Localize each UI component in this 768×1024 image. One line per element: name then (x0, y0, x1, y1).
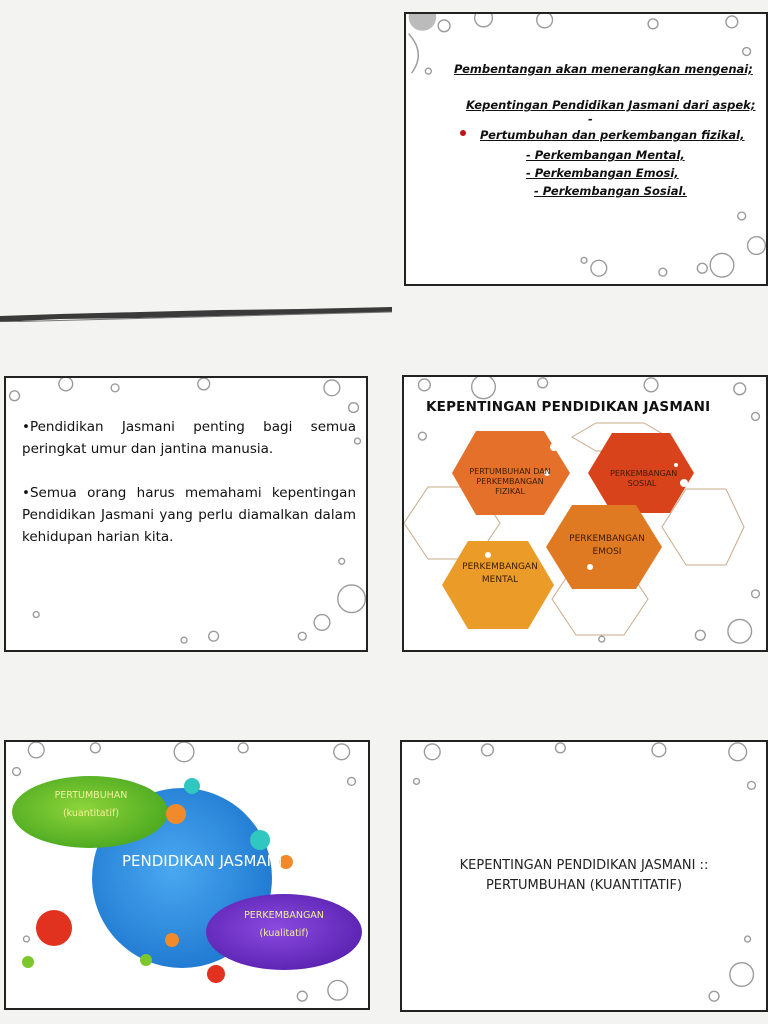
hex-label-fizikal: PERTUMBUHAN DAN PERKEMBANGAN FIZIKAL (469, 467, 551, 496)
center-label: PENDIDIKAN JASMANI (122, 852, 283, 870)
slide-overview (404, 12, 768, 286)
slide-importance-text (4, 376, 368, 652)
hex-label-sosial: PERKEMBANGAN SOSIAL (610, 469, 678, 488)
slide5-line1: KEPENTINGAN PENDIDIKAN JASMANI :: (459, 858, 709, 873)
pertumbuhan-sub-label: (kuantitatif) (62, 808, 120, 819)
slide2-paragraph-1: •Pendidikan Jasmani penting bagi semua peringkat umur dan jantina manusia. (22, 419, 356, 457)
slide1-item-emosi: - Perkembangan Emosi, (526, 166, 679, 180)
slide1-heading: Kepentingan Pendidikan Jasmani dari aspek; (466, 98, 756, 112)
water-drops-decoration (402, 742, 766, 1010)
hex-label-mental: PERKEMBANGAN MENTAL (462, 562, 538, 585)
slide1-item-mental: - Perkembangan Mental, (526, 148, 685, 162)
slide1-item-sosial: - Perkembangan Sosial. (534, 184, 687, 198)
slide-hexagon-diagram (402, 375, 768, 652)
slide1-item-fizikal: Pertumbuhan dan perkembangan fizikal, (480, 128, 745, 142)
hexagon-diagram (404, 377, 768, 652)
slide5-line2: PERTUMBUHAN (KUANTITATIF) (485, 878, 683, 893)
slide1-dash: - (588, 112, 593, 126)
slide1-bullet (460, 130, 466, 136)
torn-paper-edge (0, 306, 392, 322)
bubble-diagram (6, 742, 370, 1010)
slide3-title: KEPENTINGAN PENDIDIKAN JASMANI (426, 399, 711, 415)
slide2-paragraph-2: •Semua orang harus memahami kepentingan Pendidikan Jasmani yang perlu diamalkan dalam kehidupan harian kita. (22, 485, 356, 545)
slide1-intro: Pembentangan akan menerangkan mengenai; (454, 62, 753, 76)
slide-growth-development (4, 740, 370, 1010)
pertumbuhan-label: PERTUMBUHAN (54, 790, 128, 801)
slide-section-title (400, 740, 768, 1012)
hex-label-emosi: PERKEMBANGAN EMOSI (569, 534, 645, 557)
perkembangan-label: PERKEMBANGAN (244, 910, 324, 921)
perkembangan-sub-label: (kualitatif) (259, 928, 309, 939)
